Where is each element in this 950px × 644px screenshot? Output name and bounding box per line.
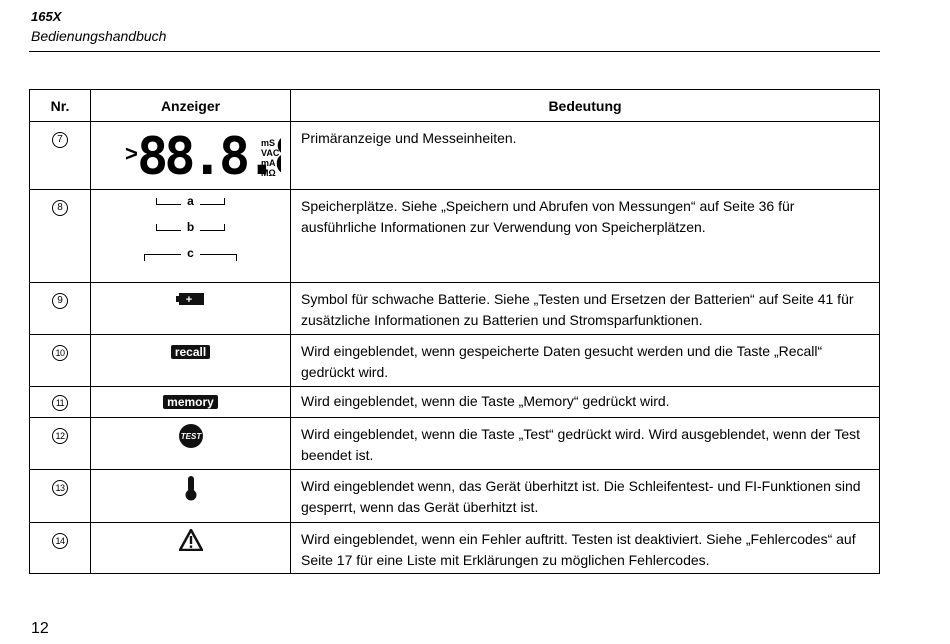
memory-label-c: c — [187, 246, 194, 260]
table-row — [30, 190, 880, 283]
table-row — [30, 283, 880, 335]
column-header-nr: Nr. — [30, 90, 91, 122]
svg-text:VAC: VAC — [260, 148, 279, 158]
row-meaning: Wird eingeblendet, wenn die Taste „Test“ gedrückt wird. Wird ausgeblendet, wenn der Test beendet ist. — [291, 418, 880, 470]
row-meaning: Wird eingeblendet, wenn die Taste „Memory“ gedrückt wird. — [291, 387, 880, 418]
svg-text:TEST: TEST — [180, 432, 201, 441]
page-number: 12 — [31, 620, 49, 637]
row-meaning: Speicherplätze. Siehe „Speichern und Abrufen von Messungen“ auf Seite 36 für ausführliche Informationen zur Verwendung von Speicherplätzen. — [291, 190, 880, 283]
column-header-meaning: Bedeutung — [291, 90, 880, 122]
memory-badge: memory — [163, 395, 218, 409]
table-row — [30, 387, 880, 418]
table-row — [30, 523, 880, 574]
row-meaning: Primäranzeige und Messeinheiten. — [291, 122, 880, 190]
svg-text:mS: mS — [260, 138, 275, 148]
svg-text:mA: mA — [260, 158, 276, 168]
recall-badge: recall — [171, 345, 210, 359]
svg-text:>: > — [124, 141, 138, 166]
row-meaning: Wird eingeblendet, wenn gespeicherte Daten gesucht werden und die Taste „Recall“ gedrückt wird. — [291, 335, 880, 387]
table-row — [30, 122, 880, 190]
svg-text:88.8.8: 88.8. — [136, 127, 274, 183]
row-number: 11 — [52, 395, 68, 411]
row-meaning: Wird eingeblendet wenn, das Gerät überhitzt ist. Die Schleifentest- und FI-Funktionen sind gesperrt, wenn das Gerät überhitzt ist. — [291, 470, 880, 523]
svg-text:+: + — [185, 294, 192, 306]
row-number: 13 — [52, 480, 68, 496]
memory-brackets-icon — [91, 190, 290, 260]
manual-title: Bedienungshandbuch — [31, 28, 167, 44]
row-number: 14 — [52, 533, 68, 549]
lcd-display-icon — [101, 127, 281, 183]
table-row — [30, 470, 880, 523]
column-header-indicator: Anzeiger — [91, 90, 291, 122]
memory-label-b: b — [186, 220, 195, 234]
row-meaning: Wird eingeblendet, wenn ein Fehler auftritt. Testen ist deaktiviert. Siehe „Fehlercodes“ auf Seite 17 für eine Liste mit Erklärungen zu möglichen Fehlercodes. — [291, 523, 880, 574]
header-rule — [29, 51, 880, 52]
indicator-table — [29, 89, 880, 574]
row-number: 10 — [52, 345, 68, 361]
row-number: 7 — [52, 132, 68, 148]
warning-triangle-icon — [179, 529, 203, 551]
test-icon — [178, 423, 204, 449]
svg-text:MΩ: MΩ — [260, 168, 276, 178]
row-meaning: Symbol für schwache Batterie. Siehe „Testen und Ersetzen der Batterien“ auf Seite 41 für zusätzliche Informationen zu Batterien und Stromsparfunktionen. — [291, 283, 880, 335]
row-number: 8 — [52, 200, 68, 216]
table-row — [30, 335, 880, 387]
row-number: 9 — [52, 293, 68, 309]
thermometer-icon — [185, 475, 197, 501]
row-number: 12 — [52, 428, 68, 444]
manual-model: 165X — [31, 9, 62, 24]
memory-label-a: a — [187, 194, 194, 208]
table-row — [30, 418, 880, 470]
battery-low-icon — [176, 292, 206, 306]
table-header-row — [30, 90, 880, 122]
